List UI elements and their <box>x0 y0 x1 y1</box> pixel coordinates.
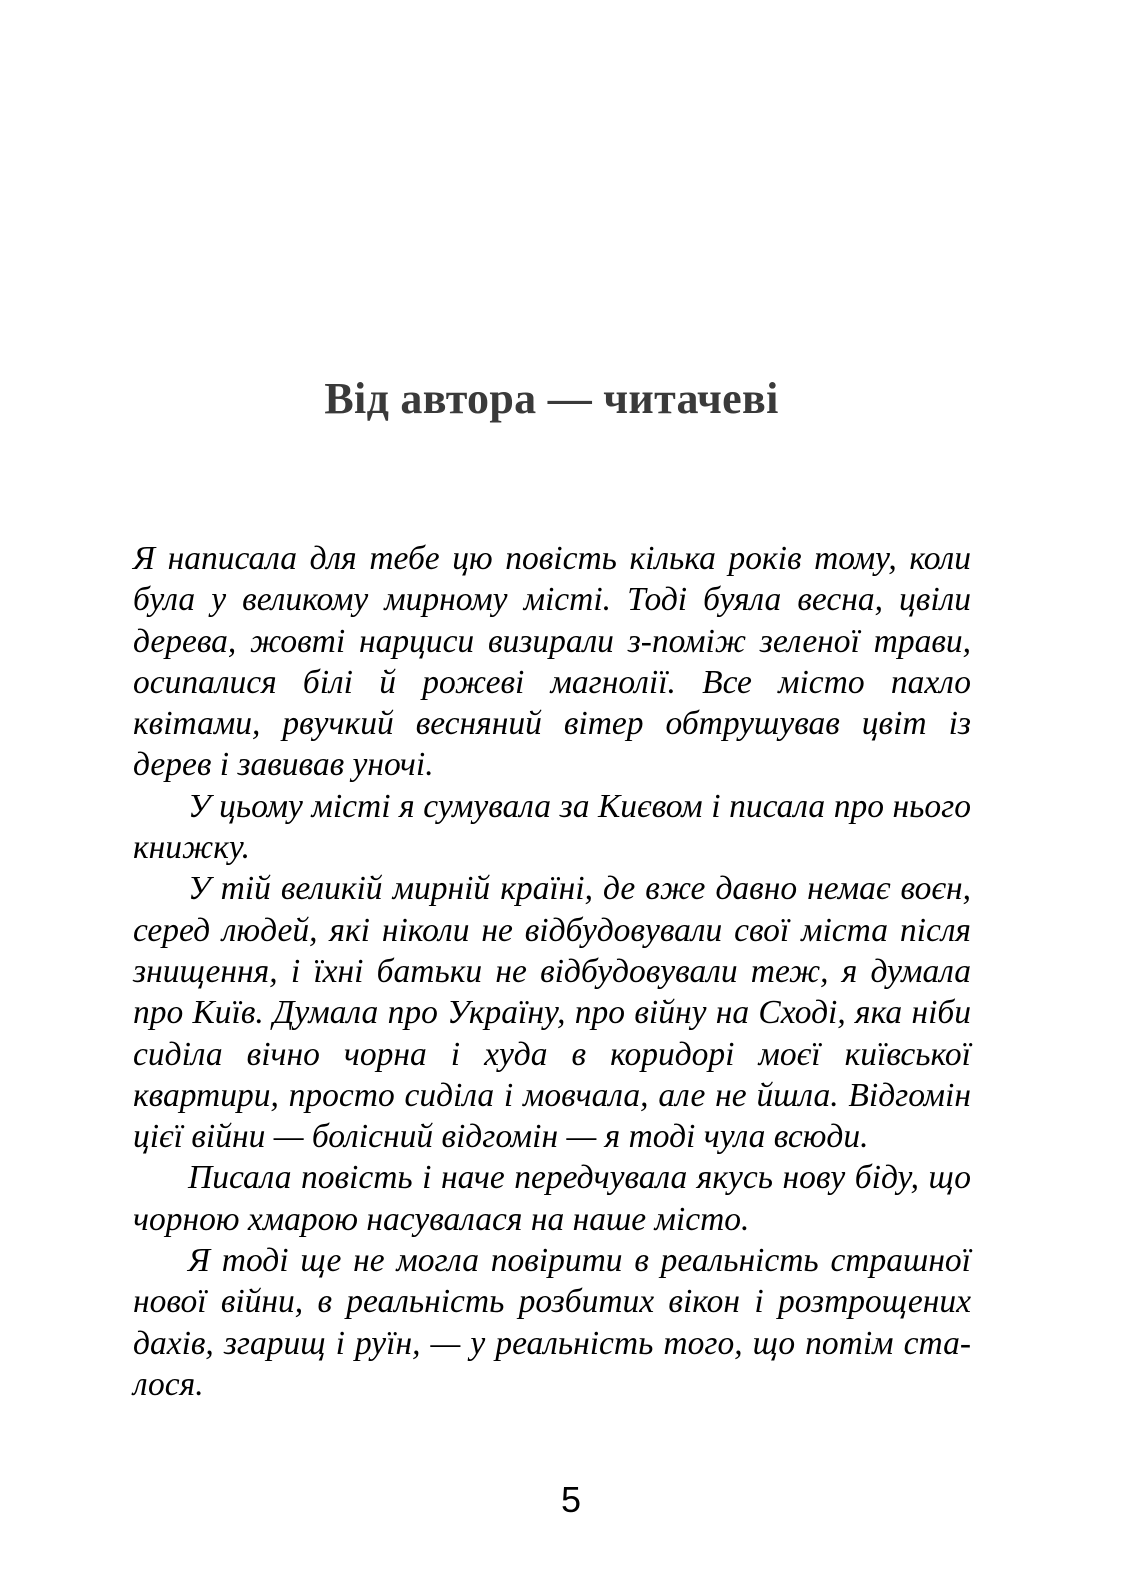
paragraph: У цьому місті я сумувала за Києвом і писала про нього книжку. <box>133 787 971 867</box>
body-text-block <box>133 538 971 1405</box>
paragraph: Я написала для тебе цю повість кілька років тому, коли була у великому мирному місті. Тоді буяла весна, цвіли дерева, жовті нарциси визирали з-поміж зеленої трави, осипалися білі й рожеві магнолії. Все місто пахло квітами, рвучкий весняний вітер обтрушував цвіт із дерев і завивав уночі. <box>133 540 971 784</box>
page-title: Від автора — читачеві <box>324 374 779 424</box>
paragraph: Писала повість і наче передчувала якусь нову біду, що чорною хмарою насувалася на наше місто. <box>133 1159 971 1238</box>
page-number: 5 <box>560 1479 582 1520</box>
paragraph: У тій великій мирній країні, де вже давно немає воєн, серед людей, які ніколи не відбудовували свої міста після знищення, і їхні батьки не відбудовували теж, я думала про Київ. Думала про Україну, про війну на Сході, яка ніби сиділа вічно чорна і худа в коридорі моєї київської квартири, просто сиділа і мовчала, але не йшла. Відгомін цієї війни — болісний відгомін — я тоді чула всюди. <box>133 870 971 1156</box>
paragraph: Я тоді ще не могла повірити в реальність страшної нової війни, в реальність розбитих вікон і розтрощених дахів, згарищ і руїн, — у реальність того, що потім ста-лося. <box>133 1242 971 1403</box>
